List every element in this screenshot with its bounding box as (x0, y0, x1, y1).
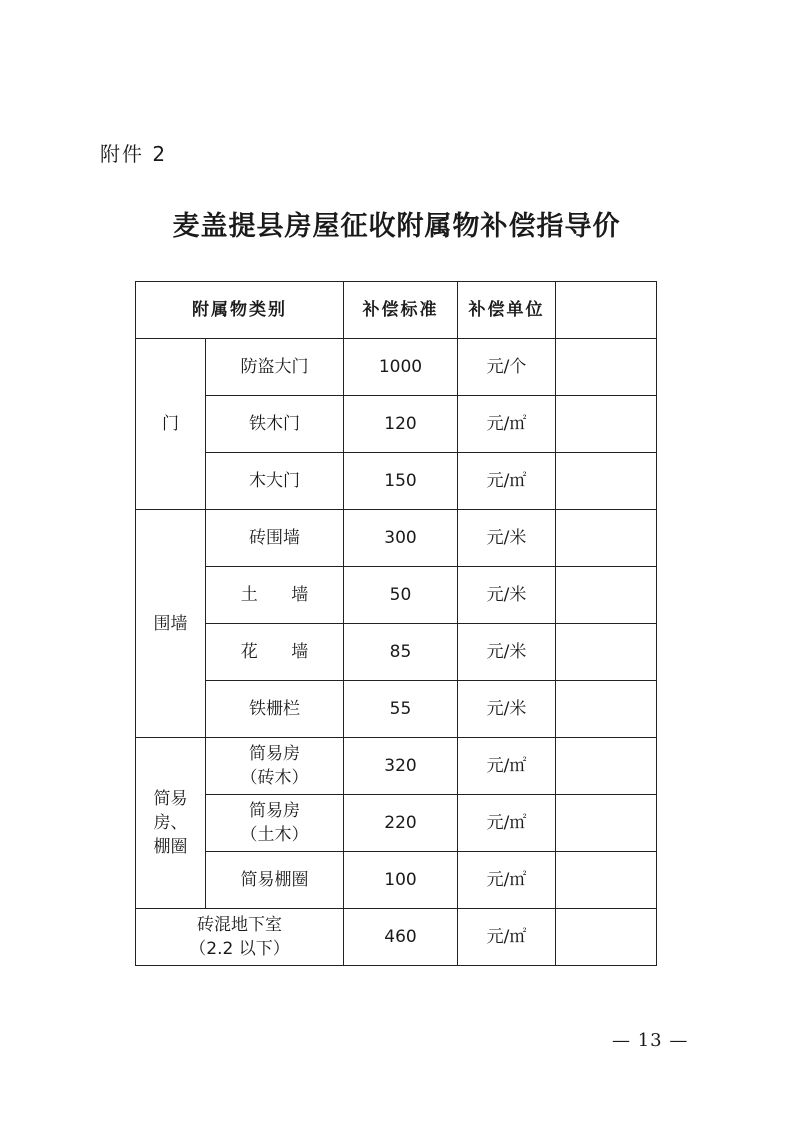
header-category: 附属物类别 (136, 282, 344, 339)
item-standard: 55 (344, 681, 458, 738)
item-name: 防盗大门 (206, 339, 344, 396)
table-row (136, 510, 657, 567)
header-standard: 补偿标准 (344, 282, 458, 339)
basement-name-line: （2.2 以下） (189, 939, 290, 959)
item-extra (556, 453, 657, 510)
item-unit: 元/个 (458, 339, 556, 396)
item-standard: 300 (344, 510, 458, 567)
item-name-line: （砖木） (240, 768, 309, 788)
table-header-row (136, 282, 657, 339)
compensation-table (135, 281, 657, 966)
item-unit: 元/米 (458, 624, 556, 681)
item-extra (556, 339, 657, 396)
attachment-label: 附件 2 (100, 142, 168, 166)
header-extra (556, 282, 657, 339)
item-name: 木大门 (206, 453, 344, 510)
basement-name-line: 砖混地下室 (197, 915, 282, 935)
item-name: 砖围墙 (206, 510, 344, 567)
item-extra (556, 396, 657, 453)
item-name-line: 简易房 (249, 801, 300, 821)
item-name: 铁木门 (206, 396, 344, 453)
item-extra (556, 567, 657, 624)
item-unit: 元/㎡ (458, 738, 556, 795)
group-name-wall: 围墙 (136, 510, 206, 738)
item-standard: 85 (344, 624, 458, 681)
table-row (136, 396, 657, 453)
item-standard: 460 (344, 909, 458, 966)
item-name (206, 567, 344, 624)
item-standard: 220 (344, 795, 458, 852)
item-name-line: （土木） (240, 825, 309, 845)
group-name-line: 棚圈 (153, 837, 188, 857)
table-row (136, 567, 657, 624)
item-extra (556, 909, 657, 966)
item-name: 铁栅栏 (206, 681, 344, 738)
item-extra (556, 681, 657, 738)
item-name-text: 花 墙 (240, 642, 323, 662)
group-name-line: 简易 (153, 789, 188, 809)
item-extra (556, 852, 657, 909)
item-unit: 元/米 (458, 681, 556, 738)
item-name: 简易棚圈 (206, 852, 344, 909)
table-row (136, 738, 657, 795)
group-name-line: 房、 (153, 813, 188, 833)
header-unit: 补偿单位 (458, 282, 556, 339)
item-name (206, 795, 344, 852)
item-standard: 50 (344, 567, 458, 624)
group-name-simple-house (136, 738, 206, 909)
item-standard: 320 (344, 738, 458, 795)
item-unit: 元/米 (458, 510, 556, 567)
table-row (136, 795, 657, 852)
item-name-text: 土 墙 (240, 585, 323, 605)
item-name (206, 624, 344, 681)
page-title: 麦盖提县房屋征收附属物补偿指导价 (172, 211, 621, 242)
item-unit: 元/㎡ (458, 909, 556, 966)
group-name-door: 门 (136, 339, 206, 510)
table-row (136, 909, 657, 966)
item-standard: 120 (344, 396, 458, 453)
item-extra (556, 795, 657, 852)
item-unit: 元/米 (458, 567, 556, 624)
item-name-line: 简易房 (249, 744, 300, 764)
table-row (136, 339, 657, 396)
item-unit: 元/㎡ (458, 396, 556, 453)
item-name (206, 738, 344, 795)
item-standard: 100 (344, 852, 458, 909)
page-number: — 13 — (612, 1030, 689, 1051)
basement-name (136, 909, 344, 966)
item-unit: 元/㎡ (458, 852, 556, 909)
item-unit: 元/㎡ (458, 795, 556, 852)
table-row (136, 681, 657, 738)
item-unit: 元/㎡ (458, 453, 556, 510)
item-standard: 1000 (344, 339, 458, 396)
item-standard: 150 (344, 453, 458, 510)
table-row (136, 453, 657, 510)
item-extra (556, 738, 657, 795)
table-row (136, 852, 657, 909)
item-extra (556, 624, 657, 681)
table-row (136, 624, 657, 681)
item-extra (556, 510, 657, 567)
